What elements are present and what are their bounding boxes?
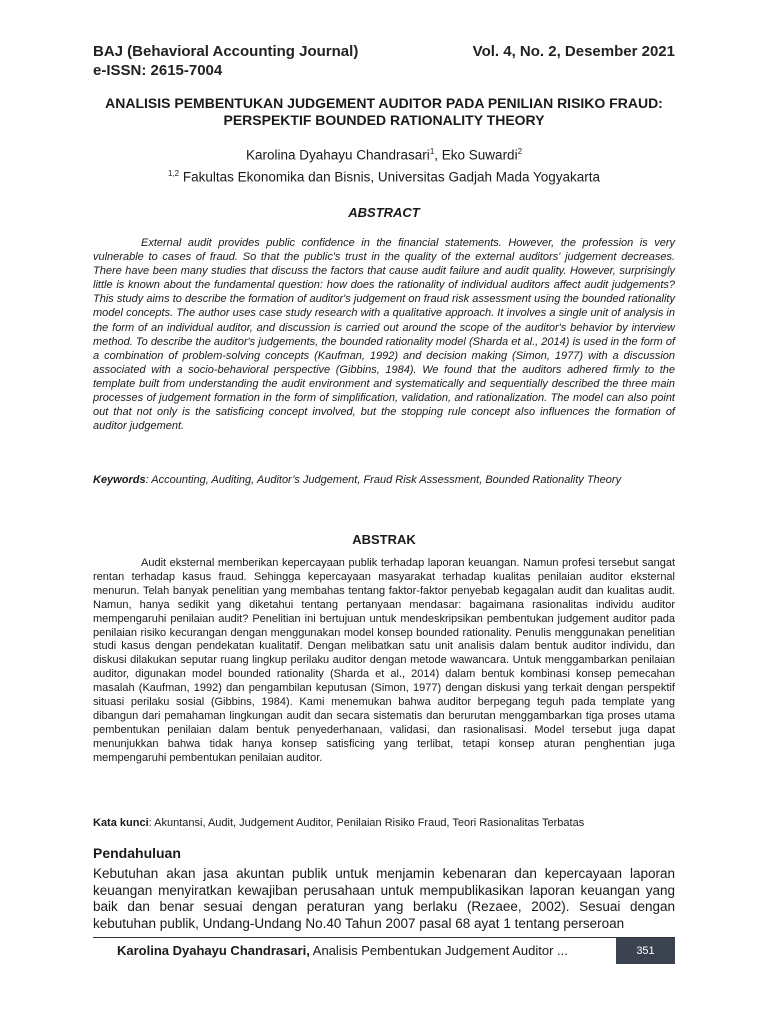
kata-kunci-list: : Akuntansi, Audit, Judgement Auditor, Penilaian Risiko Fraud, Teori Rasionalitas Terbatas (148, 817, 585, 829)
kata-kunci (93, 816, 675, 830)
journal-name: BAJ (Behavioral Accounting Journal) (93, 43, 359, 60)
page-number: 351 (616, 938, 675, 964)
author-2-affil-mark: 2 (517, 147, 523, 156)
abstract-heading: ABSTRACT (348, 205, 420, 220)
author-separator: , (434, 147, 442, 163)
author-block (93, 143, 675, 186)
section-body-text: Kebutuhan akan jasa akuntan publik untuk menjamin kebenaran dan kepercayaan laporan keuangan menyiratkan kewajiban perusahaan untuk mempublikasikan laporan keuangan yang baik dan benar sesuai dengan peraturan yang berlaku (Rezaee, 2002). Sesuai dengan kebutuhan publik, Undang-Undang No.40 Tahun 2007 pasal 68 ayat 1 tentang perseroan (93, 866, 675, 931)
footer-title: Analisis Pembentukan Judgement Auditor ... (309, 943, 568, 958)
abstract-text: External audit provides public confidence in the financial statements. However, the profession is very vulnerable to cases of fraud. So that the public's trust in the quality of the external auditors' judgement decreases. There have been many studies that discuss the factors that cause audit failure and audit quality. However, surprisingly little is known about the fundamental question: how does the rationality of individual auditors affect audit judgements? This study aims to describe the formation of auditor's judgement on fraud risk assessment using the bounded rationality model concepts. The author uses case study research with a qualitative approach. It involves a single unit of analysis in the form of an individual auditor, and discussion is carried out around the scope of the auditor's behavior by interview method. To describe the auditor's judgements, the bounded rationality model (Sharda et al., 2014) is used in the form of a combination of problem-solving concepts (Kaufman, 1992) and decision making (Simon, 1977) with a discussion associated with a socio-behavioral perspective (Gibbins, 1984). We found that the auditors adhered firmly to the template built from understanding the audit environment and systematically and sequentially described the three main processes of judgement formation in the form of simplification, validation, and rationalization. The model can also point out that not only is the satisficing concept involved, but the stopping rule concept also influences the formation of auditor judgement. (93, 237, 675, 433)
running-footer (117, 942, 568, 959)
footer-author: Karolina Dyahayu Chandrasari, (117, 943, 310, 958)
running-header (93, 42, 675, 80)
affiliation: Fakultas Ekonomika dan Bisnis, Universitas Gadjah Mada Yogyakarta (182, 169, 601, 184)
section-heading: Pendahuluan (93, 845, 181, 861)
issn: e-ISSN: 2615-7004 (93, 62, 223, 79)
author-line (93, 143, 675, 165)
paper-title: ANALISIS PEMBENTUKAN JUDGEMENT AUDITOR PADA PENILIAN RISIKO FRAUD: PERSPEKTIF BOUNDED RATIONALITY THEORY (105, 95, 663, 128)
author-2: Eko Suwardi (441, 147, 518, 163)
author-1: Karolina Dyahayu Chandrasari (245, 147, 430, 163)
volume-info: Vol. 4, No. 2, Desember 2021 (472, 43, 675, 60)
kata-kunci-label: Kata kunci (93, 817, 149, 829)
keywords-label: Keywords (93, 474, 146, 486)
footer-rule (93, 937, 675, 938)
affiliation-mark: 1,2 (167, 168, 180, 178)
keywords-list: : Accounting, Auditing, Auditor’s Judgement, Fraud Risk Assessment, Bounded Rationality Theory (145, 474, 622, 486)
affiliation-line (93, 165, 675, 187)
author-1-affil-mark: 1 (429, 147, 435, 156)
keywords (93, 473, 675, 487)
abstrak-heading: ABSTRAK (352, 532, 416, 547)
abstrak-text: Audit eksternal memberikan kepercayaan publik terhadap laporan keuangan. Namun profesi tersebut sangat rentan terhadap kasus fraud. Sehingga kepercayaan masyarakat terhadap kualitas penilaian auditor eksternal menurun. Telah banyak penelitian yang membahas tentang faktor-faktor penyebab kegagalan audit dan kualitas audit. Namun, hanya sedikit yang diketahui tentang pertanyaan mendasar: bagaimana rasionalitas individu auditor mempengaruhi penilaian audit? Penelitian ini bertujuan untuk mendeskripsikan pembentukan judgement auditor pada penilaian risiko kecurangan dengan menggunakan model konsep bounded rationality. Penulis menggunakan penelitian studi kasus dengan pendekatan kualitatif. Dengan melibatkan satu unit analisis dalam bentuk auditor individu, dan diskusi dilakukan seputar ruang lingkup perilaku auditor dengan metode wawancara. Untuk menggambarkan penilaian auditor, digunakan model bounded rationality (Sharda et al., 2014) dalam bentuk kombinasi konsep pemecahan masalah (Kaufman, 1992) dan pengambilan keputusan (Simon, 1977) dengan diskusi yang terkait dengan perspektif situasi perilaku sosial (Gibbins, 1984). Kami menemukan bahwa auditor berpegang teguh pada template yang dibangun dari pemahaman lingkungan audit dan secara sistematis dan berurutan menggambarkan tiga proses utama pembentukan penilaian dalam bentuk penyederhanaan, validasi, dan rasionalisasi. Model tersebut juga dapat menunjukkan bahwa tidak hanya konsep satisficing yang terlibat, tetapi konsep aturan penghentian juga mempengaruhi pembentukan penilaian auditor. (93, 557, 675, 764)
